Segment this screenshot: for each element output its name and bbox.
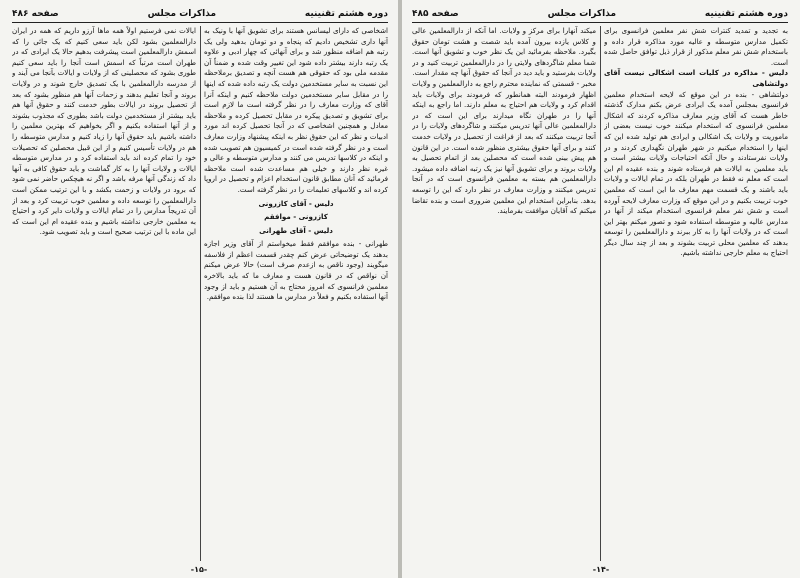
page-header [12, 8, 388, 23]
page-footer: -۱۵- [190, 565, 208, 574]
session-label: دوره هشتم تقنینیه [704, 9, 788, 19]
header-title: مذاکرات مجلس [547, 9, 617, 19]
session-label: دوره هشتم تقنینیه [304, 9, 388, 19]
paragraph: میکند آنهارا برای مرکز و ولایات. اما آنکه از دارالمعلمین عالی و کلاس یازده بیرون آمده باید شصت و هشت تومان حقوق بگیرد. ملاحظه بفرمائید این یک نظر خوب و تشویق آنها است. شما معلم شاگردهای ولایتی را در دارالمعلمین تربیت کنید و در ولایات بفرستید و باید دید در آنجا که حقوق آنها چه مقدار است. [412, 26, 596, 78]
speaker-line: دلیس - آقای کازرونی [258, 198, 334, 208]
column-right [604, 26, 788, 561]
page-footer: -۱۴- [592, 565, 610, 574]
column-right [204, 26, 388, 561]
speaker-line: کازرونی - موافقم [264, 212, 328, 222]
column-divider [200, 26, 201, 561]
column-left [412, 26, 596, 561]
text-columns [412, 26, 788, 561]
column-left [12, 26, 196, 561]
speaker-line: دلیس - مذاکره در کلیات است اشکالی نیست آقای دولتشاهی [604, 68, 788, 88]
speaker-line: دلیس - آقای طهرانی [259, 225, 333, 235]
text-columns [12, 26, 388, 561]
paragraph: به تجدید و تمدید کنترات شش نفر معلمین فرانسوی برای تکمیل مدارس متوسطه و عالیه مورد مذاکره قرار داده و باستخدام شش نفر معلم مذکور از قرار ذیل توافق حاصل شده است. [604, 26, 788, 67]
paragraph: ایالات نمی فرستیم اولاً همه ماها آرزو داریم که همه در ایران دارالمعلمین بشود لکن باید سعی کنیم که یک جائی را که اسمش دارالمعلمین است پیشرفت بدهیم حالا یک ایرادی که در طهران است مرتباً که اسمش است آنجا را باید سعی کنیم طوری بشود که محصلینی که از ولایات و ایالات بآنجا می آیند و از مدرسه دارالمعلمین با یک تصدیق خارج شوند و در ولایات بروند و آنجا تعلیم بدهند و زحمات آنها هم منظور بشود که بعد از تحصیل بروند در ایالات بطور خدمت کنند و حقوق آنها هم باید بیشتر از مستخدمین دولت باشد بطوری که مجذوب بشوند و از آنها استفاده بکنیم و اگر بخواهیم که بهترین معلمین را داشته باشیم باید حقوق آنها را زیاد کنیم و مدارس متوسطه را هم در ولایات تأسیس کنیم و از این قبیل محصلین که تحصیلات خود را تمام کرده اند باید استفاده کرد و در مدارس متوسطه ایالات و ولایات آنها را به کار گماشت و باید حقوق کافی به آنها داد که زندگی آنها مرفه باشد و اگر نه هیچکس حاضر نمی شود که برود در ولایات و زحمت بکشد و با این ترتیب ممکن است دارالمعلمین را توسعه داده و معلمین خوب تربیت کرد و بعد از آن تدریجاً مدارس را در تمام ایالات و ولایات دایر کرد و احتیاج به معلمین خارجی نداشته باشیم و بنده عقیده ام این است که این ماده با این ترتیب صحیح است و باید تصویب شود. [12, 26, 196, 237]
page-number: صفحه ۴۸۵ [412, 9, 459, 19]
column-divider [600, 26, 601, 561]
paragraph: طهرانی - بنده موافقم فقط میخواستم از آقای وزیر اجازه بدهند یک توضیحاتی عرض کنم چقدر قسمت اعظم از فلاسفه میگویند (وجود ناقص به ازعدم صرف است) حالا عرض میکنم آن نواقص که در قانون هست و معارف ما که باید بالاخره معلمین فرانسوی که امروز محتاج به آن هستیم و باید از وجود آنها استفاده بکنیم و فعلاً در مدارس ما هستند لذا بنده موافقم. [204, 239, 388, 302]
right-page [402, 0, 800, 578]
page-header [412, 8, 788, 23]
left-page [0, 0, 398, 578]
paragraph: اشخاصی که دارای لیسانس هستند برای تشویق آنها با ونیک به آنها داری تشخیص دادیم که پنجاه و دو تومان بدهید ولی یک رتبه هم اضافه منظور شد و برای آنهائی که چهار ادبی و علاوه یک رتبه دارند بیشتر داده شود این تغییر وقت شده و ضمناً آن مقدمه ملی بود که حقوقی هم هست آنچه و تصدیق برملاحظه این نسبت به سایر مستخدمین دولت یک رتبه داده شده که اینها را در مقابل سایر مستخدمین دولت ملاحظه کنیم و اینکه آنرا آقای که وزارت معارف را در نظر گرفته است ما لازم است برای تشویق و تصدیق پیکره در مقابل تحصیل کرده و ملاحظه معادل و همچنین اشخاصی که در آنجا تحصیل کرده اند مورد ادبیات و نظر که این حقوق نظر به اینکه پیشنهاد وزارت معارف است و در نظر گرفته شده است در کمیسیون هم تصویب شده و اینکه در کلاسها تدریس می کنند و مدارس متوسطه و عالی و غیره نظر دارند و خیلی هم مساعدت شده است ملاحظه فرمائید که آنان مطابق قانون استخدام اعزام و تحصیل در اروپا کرده اند و کلاسهای تعلیمات را در نظر گرفته است. [204, 26, 388, 194]
paragraph: مخبر - قسمتی که نماینده محترم راجع به دارالمعلمین و ولایات اظهار فرمودند البته همانطور که فرمودند برای ولایات باید اقدام کرد و ولایات هم احتیاج به معلم دارند. اما راجع به اینکه آنها را در طهران نگاه میدارند برای این است که در دارالمعلمین عالی آنها تدریس میکنند و شاگردهای ولایات را در آنجا تربیت میکنند که بعد از فراغت از تحصیل در ولایات خدمت کنند و برای آنها حقوق بیشتری منظور شده است. در این قانون هم پیش بینی شده است که محصلین بعد از اتمام تحصیل به ولایات بروند و برای تشویق آنها نیز یک رتبه اضافه داده میشود. دارالمعلمین هم بسته به معلمین فرانسوی است که در آنجا تدریس میکنند و وزارت معارف در نظر دارد که این را توسعه بدهد. بنابراین استخدام این معلمین ضروری است و بنده تقاضا میکنم که آقایان موافقت بفرمایند. [412, 78, 596, 216]
page-number: صفحه ۴۸۶ [12, 9, 59, 19]
paragraph: دولتشاهی - بنده در این موقع که لایحه استخدام معلمین فرانسوی بمجلس آمده یک ایرادی عرض بکنم مدارک گذشته خاطر هست که آقای وزیر معارف مذاکره کردند که اشکال معلمین فرانسوی که استخدام میکنند خوب نیست بعضی از ماموریت و ولایات یک اشکالی و ایرادی هم تولید شده این که اینها را استخدام میکنیم در شهر طهران نگهداری کردند و در ولایات نفرستادند و حال آنکه احتیاجات ولایات بیشتر است و باید معلمین به ایالات هم فرستاده شوند و بنده عقیده ام این است که معلم نه فقط در طهران بلکه در تمام ایالات و ولایات باید باشند و یک قسمت مهم معارف ما این است که معلمین خوب تربیت بکنیم و در این موقع که وزارت معارف لایحه آورده است و شش نفر معلم فرانسوی استخدام میکند از آنها در مدارس عالیه و متوسطه استفاده شود و تصور میکنم بهتر این است که در ولایات آنها را به کار ببرند و دارالمعلمین را توسعه بدهند که معلمین محلی تربیت بشوند و بعد از چند سال دیگر احتیاج به معلم خارجی نداشته باشیم. [604, 89, 788, 258]
header-title: مذاکرات مجلس [147, 9, 217, 19]
